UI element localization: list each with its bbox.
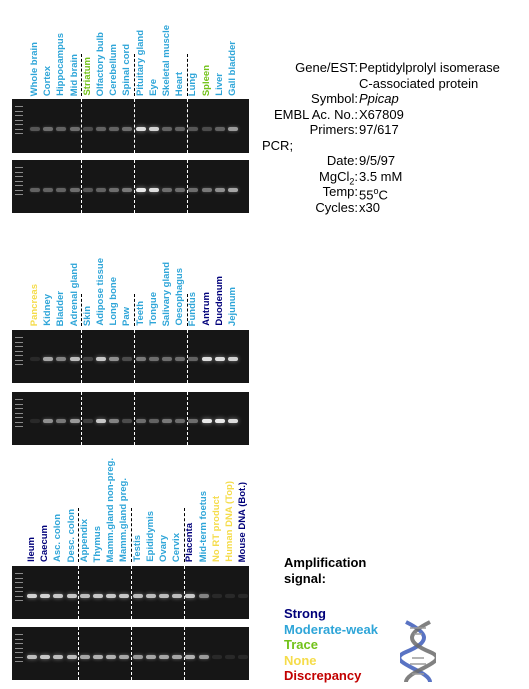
lane-label: Eye — [147, 79, 159, 96]
ladder-band — [15, 417, 23, 418]
lane-divider — [134, 160, 135, 213]
lane-divider — [78, 566, 79, 619]
gel-band — [136, 188, 146, 192]
ladder-band — [15, 185, 23, 186]
lane-label: Oesophagus — [174, 268, 186, 326]
gel-band — [215, 127, 225, 131]
lane-label: Skeletal muscle — [161, 24, 172, 96]
lane-label: Tongue — [147, 292, 159, 326]
pcr-info-key: Cycles: — [315, 199, 358, 215]
ladder-band — [15, 652, 23, 653]
gel-band — [53, 655, 63, 659]
lane-label: Mouse DNA (Bot.) — [237, 481, 249, 562]
gel-band — [119, 594, 129, 598]
lane-label: Antrum — [200, 292, 212, 326]
gel-band — [238, 594, 248, 598]
gel-band — [159, 655, 169, 659]
gel-band — [96, 127, 106, 131]
gene-info-value: Peptidylprolyl isomerase — [359, 60, 500, 75]
lane-divider — [78, 627, 79, 680]
legend-title-line-2: signal: — [284, 571, 326, 586]
gel-panel-1-bottom — [12, 160, 249, 213]
lane-label: Appendix — [78, 518, 90, 562]
gel-band — [109, 419, 119, 423]
gel-band — [188, 419, 198, 423]
gel-band — [83, 357, 93, 361]
lane-label: Heart — [174, 71, 186, 96]
ladder-band — [15, 111, 23, 112]
gel-band — [136, 357, 146, 361]
gel-band — [149, 357, 159, 361]
ladder-band — [15, 426, 23, 427]
gel-band — [70, 419, 80, 423]
gel-panel-2-top — [12, 330, 249, 383]
gel-panel-1-top — [12, 99, 249, 153]
ladder-band — [15, 404, 23, 405]
ladder-band — [15, 133, 23, 134]
gel-band — [80, 594, 90, 598]
legend-title-line-1: Amplification — [284, 555, 367, 570]
lane-divider — [134, 392, 135, 445]
pcr-info-key: Temp: — [322, 184, 358, 199]
lane-label: Jejunum — [227, 286, 238, 326]
ladder-band — [15, 346, 23, 347]
gel-band — [188, 357, 198, 361]
ladder-band — [15, 573, 23, 574]
pcr-heading-row — [262, 138, 527, 154]
legend-item-none: None — [284, 652, 317, 668]
lane-divider — [81, 54, 82, 96]
lane-divider — [134, 294, 135, 326]
gel-band — [70, 127, 80, 131]
gel-band — [43, 419, 53, 423]
gel-band — [175, 188, 185, 192]
gel-band — [149, 127, 159, 131]
gel-band — [228, 127, 238, 131]
pcr-info-value: 3.5 mM — [359, 168, 403, 184]
gene-info-key: Primers: — [309, 122, 358, 137]
lane-label: Caecum — [39, 525, 51, 562]
lane-labels-panel-3 — [12, 457, 267, 562]
gel-band — [159, 594, 169, 598]
ladder-band — [15, 422, 23, 423]
gel-band — [202, 419, 212, 423]
lane-divider — [187, 99, 188, 153]
legend-item-moderate-weak: Moderate-weak — [284, 621, 378, 637]
gel-band — [30, 127, 40, 131]
ladder-band — [15, 648, 23, 649]
ladder-band — [15, 364, 23, 365]
ladder-band — [15, 120, 23, 121]
ladder-band — [15, 596, 23, 597]
gel-band — [212, 655, 222, 659]
gel-band — [122, 419, 132, 423]
gel-band — [27, 594, 37, 598]
gene-info-row — [262, 76, 527, 92]
gel-band — [109, 127, 119, 131]
gel-band — [106, 655, 116, 659]
gel-band — [83, 188, 93, 192]
ladder-band — [15, 643, 23, 644]
gel-band — [162, 127, 172, 131]
gel-band — [122, 188, 132, 192]
gel-band — [215, 419, 225, 423]
pcr-info-value: 55$^o$C — [359, 186, 388, 203]
gene-info-row — [262, 107, 527, 123]
lane-divider — [81, 392, 82, 445]
gel-band — [185, 655, 195, 659]
gel-band — [56, 127, 66, 131]
lane-label: Mamm.gland non-preg. — [105, 457, 117, 562]
gel-band — [188, 188, 198, 192]
gel-band — [175, 127, 185, 131]
gel-band — [70, 188, 80, 192]
lane-label: Olfactory bulb — [95, 31, 106, 96]
lane-divider — [184, 627, 185, 680]
gel-band — [133, 655, 143, 659]
lane-label: Cortex — [42, 65, 54, 96]
pcr-info-value: x30 — [359, 199, 380, 215]
ladder-band — [15, 661, 23, 662]
gel-band — [96, 419, 106, 423]
gel-band — [149, 188, 159, 192]
ladder-band — [15, 582, 23, 583]
lane-label: Cerebellum — [108, 44, 120, 96]
lane-label: Gall bladder — [227, 41, 238, 96]
lane-divider — [131, 627, 132, 680]
gel-band — [56, 419, 66, 423]
gel-band — [30, 188, 40, 192]
gel-band — [228, 357, 238, 361]
lane-label: Mid-term foetus — [197, 490, 209, 562]
lane-divider — [187, 294, 188, 326]
gel-band — [172, 655, 182, 659]
gene-info-key: Symbol: — [311, 91, 358, 106]
ladder-band — [15, 408, 23, 409]
gel-band — [225, 594, 235, 598]
lane-label: Liver — [213, 73, 225, 96]
gel-band — [228, 419, 238, 423]
gene-info-value: 97/617 — [359, 122, 399, 137]
gel-band — [30, 419, 40, 423]
lane-divider — [184, 508, 185, 562]
ladder-band — [15, 634, 23, 635]
gel-band — [136, 419, 146, 423]
ladder-band — [15, 355, 23, 356]
gel-band — [109, 357, 119, 361]
pcr-label: PCR; — [262, 137, 294, 153]
gel-band — [225, 655, 235, 659]
ladder-band — [15, 129, 23, 130]
lane-label: Hippocampus — [55, 33, 67, 96]
ladder-band — [15, 194, 23, 195]
gel-band — [172, 594, 182, 598]
ladder-band — [15, 399, 23, 400]
lane-label: No RT product — [210, 496, 222, 562]
gel-band — [215, 357, 225, 361]
ladder-band — [15, 176, 23, 177]
lane-label: Paw — [121, 306, 133, 326]
lane-labels-panel-2 — [12, 254, 252, 326]
lane-label: Teeth — [134, 301, 146, 326]
ladder-band — [15, 190, 23, 191]
ladder-band — [15, 106, 23, 107]
gel-band — [43, 188, 53, 192]
gel-panel-2-bottom — [12, 392, 249, 445]
lane-label: Lung — [187, 72, 199, 96]
gel-band — [188, 127, 198, 131]
lane-label: Long bone — [108, 277, 120, 326]
gel-band — [199, 594, 209, 598]
gene-info-row — [262, 122, 527, 138]
ladder-band — [15, 124, 23, 125]
dna-helix-icon — [400, 620, 436, 684]
gel-band — [228, 188, 238, 192]
gel-band — [202, 357, 212, 361]
gel-band — [56, 357, 66, 361]
gel-band — [93, 594, 103, 598]
gel-band — [96, 357, 106, 361]
lane-divider — [81, 330, 82, 383]
pcr-info-row — [262, 200, 527, 216]
gel-band — [80, 655, 90, 659]
lane-label: Ovary — [158, 535, 169, 562]
gel-band — [27, 655, 37, 659]
gel-band — [162, 188, 172, 192]
ladder-band — [15, 172, 23, 173]
lane-label: Thymus — [92, 525, 103, 562]
lane-label: Pancreas — [29, 283, 40, 326]
ladder-band — [15, 115, 23, 116]
lane-divider — [184, 566, 185, 619]
gel-band — [96, 188, 106, 192]
gel-band — [215, 188, 225, 192]
gel-band — [162, 419, 172, 423]
gel-band — [162, 357, 172, 361]
gel-band — [83, 419, 93, 423]
gel-panel-3-top — [12, 566, 249, 619]
legend-item-strong: Strong — [284, 606, 326, 621]
gel-band — [119, 655, 129, 659]
gel-band — [185, 594, 195, 598]
lane-divider — [131, 566, 132, 619]
gel-band — [122, 127, 132, 131]
gene-info-value: X67809 — [359, 106, 404, 122]
lane-divider — [81, 160, 82, 213]
gel-band — [106, 594, 116, 598]
gel-band — [43, 127, 53, 131]
amplification-legend — [284, 555, 378, 684]
gel-band — [202, 127, 212, 131]
lane-label: Spleen — [200, 64, 212, 96]
gel-band — [212, 594, 222, 598]
gel-band — [67, 594, 77, 598]
ladder-band — [15, 181, 23, 182]
ladder-band — [15, 342, 23, 343]
ladder-band — [15, 360, 23, 361]
lane-label: Epididymis — [144, 511, 156, 562]
lane-label: Human DNA (Top) — [224, 481, 235, 562]
pcr-info-key: Date: — [326, 153, 358, 168]
gel-band — [53, 594, 63, 598]
lane-divider — [187, 160, 188, 213]
legend-item-trace: Trace — [284, 637, 318, 652]
lane-label: Placenta — [184, 522, 196, 562]
ladder-band — [15, 351, 23, 352]
lane-divider — [81, 294, 82, 326]
gene-info-row — [262, 60, 527, 76]
lane-label: Adrenal gland — [68, 262, 80, 326]
pcr-info-row — [262, 169, 527, 185]
legend-item-discrepancy: Discrepancy — [284, 668, 362, 683]
ladder-band — [15, 337, 23, 338]
gel-band — [175, 357, 185, 361]
lane-divider — [134, 54, 135, 96]
gel-band — [146, 655, 156, 659]
lane-divider — [78, 508, 79, 562]
lane-divider — [81, 99, 82, 153]
lane-divider — [187, 330, 188, 383]
gel-band — [133, 594, 143, 598]
gel-band — [199, 655, 209, 659]
lane-label: Skin — [81, 305, 93, 326]
lane-label: Adipose tissue — [95, 258, 106, 326]
ladder-band — [15, 578, 23, 579]
lane-label: Kidney — [42, 294, 54, 326]
lane-label: Desc. colon — [65, 508, 77, 562]
gel-band — [30, 357, 40, 361]
lane-divider — [187, 392, 188, 445]
gene-info-value: Ppicap — [359, 91, 399, 106]
pcr-info-row — [262, 184, 527, 203]
ladder-band — [15, 657, 23, 658]
lane-label: Fundus — [187, 291, 199, 326]
lane-divider — [187, 54, 188, 96]
gel-band — [67, 655, 77, 659]
ladder-band — [15, 587, 23, 588]
gel-band — [40, 655, 50, 659]
gel-band — [238, 655, 248, 659]
lane-label: Cervix — [171, 532, 183, 562]
lane-divider — [134, 330, 135, 383]
lane-label: Pituitary gland — [134, 30, 146, 96]
ladder-band — [15, 167, 23, 168]
gel-band — [83, 127, 93, 131]
ladder-band — [15, 639, 23, 640]
lane-label: Salivary gland — [161, 261, 172, 326]
lane-label: Mid brain — [68, 53, 80, 96]
gene-info-block — [262, 60, 527, 215]
lane-label: Asc. colon — [52, 513, 64, 562]
ladder-band — [15, 600, 23, 601]
gel-band — [43, 357, 53, 361]
lane-label: Whole brain — [29, 41, 40, 96]
ladder-band — [15, 591, 23, 592]
gene-info-row — [262, 91, 527, 107]
gel-band — [93, 655, 103, 659]
lane-labels-panel-1 — [12, 14, 252, 96]
gel-band — [70, 357, 80, 361]
gel-band — [56, 188, 66, 192]
lane-divider — [131, 508, 132, 562]
ladder-band — [15, 413, 23, 414]
gel-band — [40, 594, 50, 598]
gel-band — [122, 357, 132, 361]
pcr-info-key: MgCl$_2$: — [319, 168, 358, 187]
lane-label: Mamm.gland preg. — [118, 478, 130, 562]
pcr-info-row — [262, 153, 527, 169]
gel-band — [149, 419, 159, 423]
lane-label: Spinal cord — [121, 44, 133, 96]
pcr-info-value: 9/5/97 — [359, 153, 396, 168]
lane-label: Striatum — [81, 57, 93, 96]
gel-band — [175, 419, 185, 423]
gel-band — [136, 127, 146, 131]
lane-label: Ileum — [26, 537, 37, 562]
gel-band — [109, 188, 119, 192]
lane-label: Testis — [131, 535, 143, 562]
lane-divider — [134, 99, 135, 153]
gel-panel-3-bottom — [12, 627, 249, 680]
gene-info-key: EMBL Ac. No.: — [273, 106, 358, 122]
gene-info-key: Gene/EST: — [295, 60, 358, 75]
gel-band — [146, 594, 156, 598]
lane-label: Duodenum — [213, 276, 225, 326]
lane-label: Bladder — [55, 290, 67, 326]
gene-info-value: C-associated protein — [359, 75, 479, 91]
gel-band — [202, 188, 212, 192]
